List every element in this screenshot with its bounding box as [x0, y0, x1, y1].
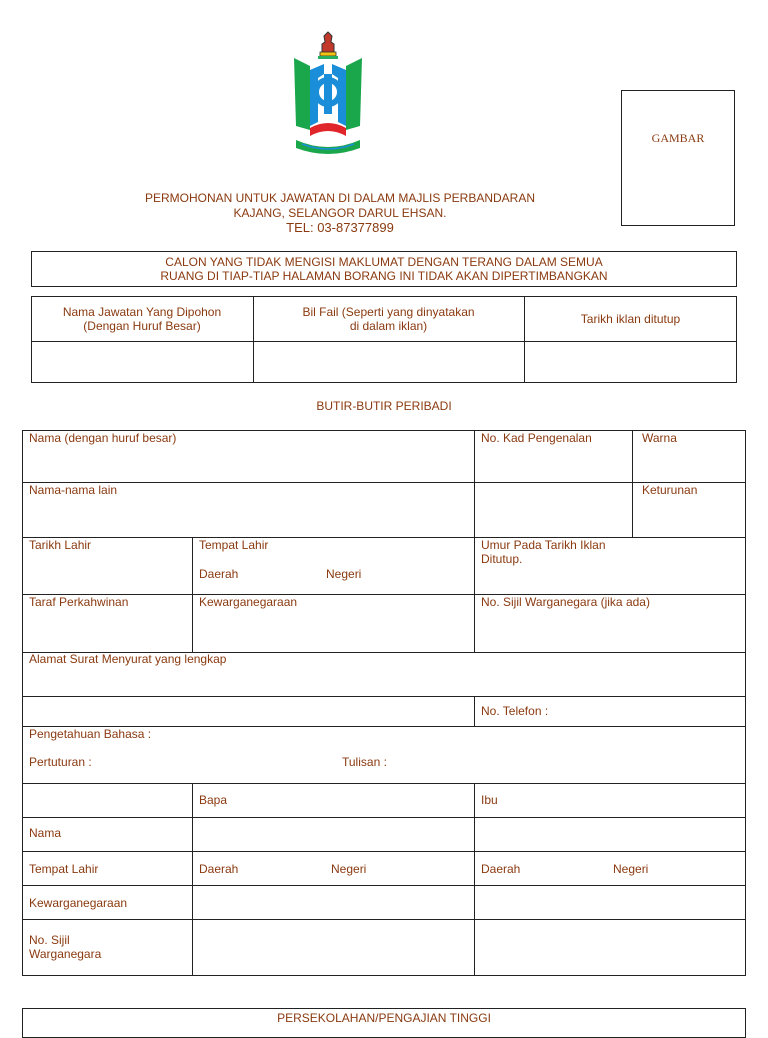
- bahasa-label: Pengetahuan Bahasa :: [29, 727, 152, 741]
- bapa-negeri-label: Negeri: [331, 862, 367, 876]
- alamat-label: Alamat Surat Menyurat yang lengkap: [29, 652, 227, 666]
- closing-date-field[interactable]: [525, 342, 736, 382]
- job-col2-header-line2: di dalam iklan): [349, 319, 428, 333]
- crest-logo-icon: [288, 30, 368, 160]
- row-divider: [22, 817, 746, 818]
- ibu-negeri-label: Negeri: [613, 862, 649, 876]
- pertuturan-label: Pertuturan :: [29, 755, 92, 769]
- row-divider: [22, 783, 746, 784]
- personal-table: [22, 430, 746, 976]
- parent-sijil-label-line1: No. Sijil: [29, 933, 70, 947]
- form-title-tel: TEL: 03-87377899: [286, 220, 394, 235]
- job-col2-header-line1: Bil Fail (Seperti yang dinyatakan: [302, 305, 475, 319]
- parent-kewarganegaraan-label: Kewarganegaraan: [29, 896, 128, 910]
- tulisan-label: Tulisan :: [342, 755, 387, 769]
- row-divider: [22, 885, 746, 886]
- col-divider: [192, 783, 193, 976]
- job-title-field[interactable]: [32, 342, 252, 382]
- col-divider: [474, 430, 475, 652]
- col-divider: [632, 430, 633, 537]
- tempat-lahir-label: Tempat Lahir: [199, 538, 269, 552]
- file-number-field[interactable]: [254, 342, 523, 382]
- taraf-label: Taraf Perkahwinan: [29, 595, 129, 609]
- job-col3-header: Tarikh iklan ditutup: [580, 312, 681, 326]
- keturunan-label: Keturunan: [642, 483, 698, 497]
- notice-line2: RUANG DI TIAP-TIAP HALAMAN BORANG INI TIDAK AKAN DIPERTIMBANGKAN: [160, 269, 608, 283]
- umur-label-line2: Ditutup.: [481, 552, 523, 566]
- photo-label: GAMBAR: [651, 131, 705, 145]
- sijil-warganegara-label: No. Sijil Warganegara (jika ada): [481, 595, 650, 609]
- col-divider: [474, 696, 475, 726]
- daerah-label: Daerah: [199, 567, 239, 581]
- personal-section-title: BUTIR-BUTIR PERIBADI: [316, 399, 452, 413]
- ibu-daerah-label: Daerah: [481, 862, 521, 876]
- bapa-header: Bapa: [199, 793, 228, 807]
- parent-tempat-lahir-label: Tempat Lahir: [29, 862, 99, 876]
- col-divider: [192, 537, 193, 652]
- ibu-header: Ibu: [481, 793, 498, 807]
- no-kp-label: No. Kad Pengenalan: [481, 431, 592, 445]
- umur-label-line1: Umur Pada Tarikh Iklan: [481, 538, 606, 552]
- job-col1-header-line2: (Dengan Huruf Besar): [83, 319, 201, 333]
- nama-lain-label: Nama-nama lain: [29, 483, 118, 497]
- education-title: PERSEKOLAHAN/PENGAJIAN TINGGI: [277, 1011, 491, 1025]
- parent-nama-label: Nama: [29, 826, 62, 840]
- job-col1-header-line1: Nama Jawatan Yang Dipohon: [62, 305, 222, 319]
- warna-label: Warna: [642, 431, 677, 445]
- row-divider: [22, 919, 746, 920]
- notice-line1: CALON YANG TIDAK MENGISI MAKLUMAT DENGAN TERANG DALAM SEMUA: [165, 255, 603, 269]
- row-divider: [22, 482, 746, 483]
- telefon-label: No. Telefon :: [481, 704, 549, 718]
- nama-label: Nama (dengan huruf besar): [29, 431, 177, 445]
- form-title-line2: KAJANG, SELANGOR DARUL EHSAN.: [233, 206, 447, 220]
- form-title-line1: PERMOHONAN UNTUK JAWATAN DI DALAM MAJLIS PERBANDARAN: [144, 191, 536, 205]
- negeri-label: Negeri: [326, 567, 362, 581]
- col-divider: [474, 783, 475, 976]
- row-divider: [22, 696, 746, 697]
- parent-sijil-label-line2: Warganegara: [29, 947, 102, 961]
- tarikh-lahir-label: Tarikh Lahir: [29, 538, 92, 552]
- row-divider: [22, 851, 746, 852]
- bapa-daerah-label: Daerah: [199, 862, 239, 876]
- row-divider: [22, 537, 746, 538]
- photo-box: [621, 90, 735, 226]
- kewarganegaraan-label: Kewarganegaraan: [199, 595, 298, 609]
